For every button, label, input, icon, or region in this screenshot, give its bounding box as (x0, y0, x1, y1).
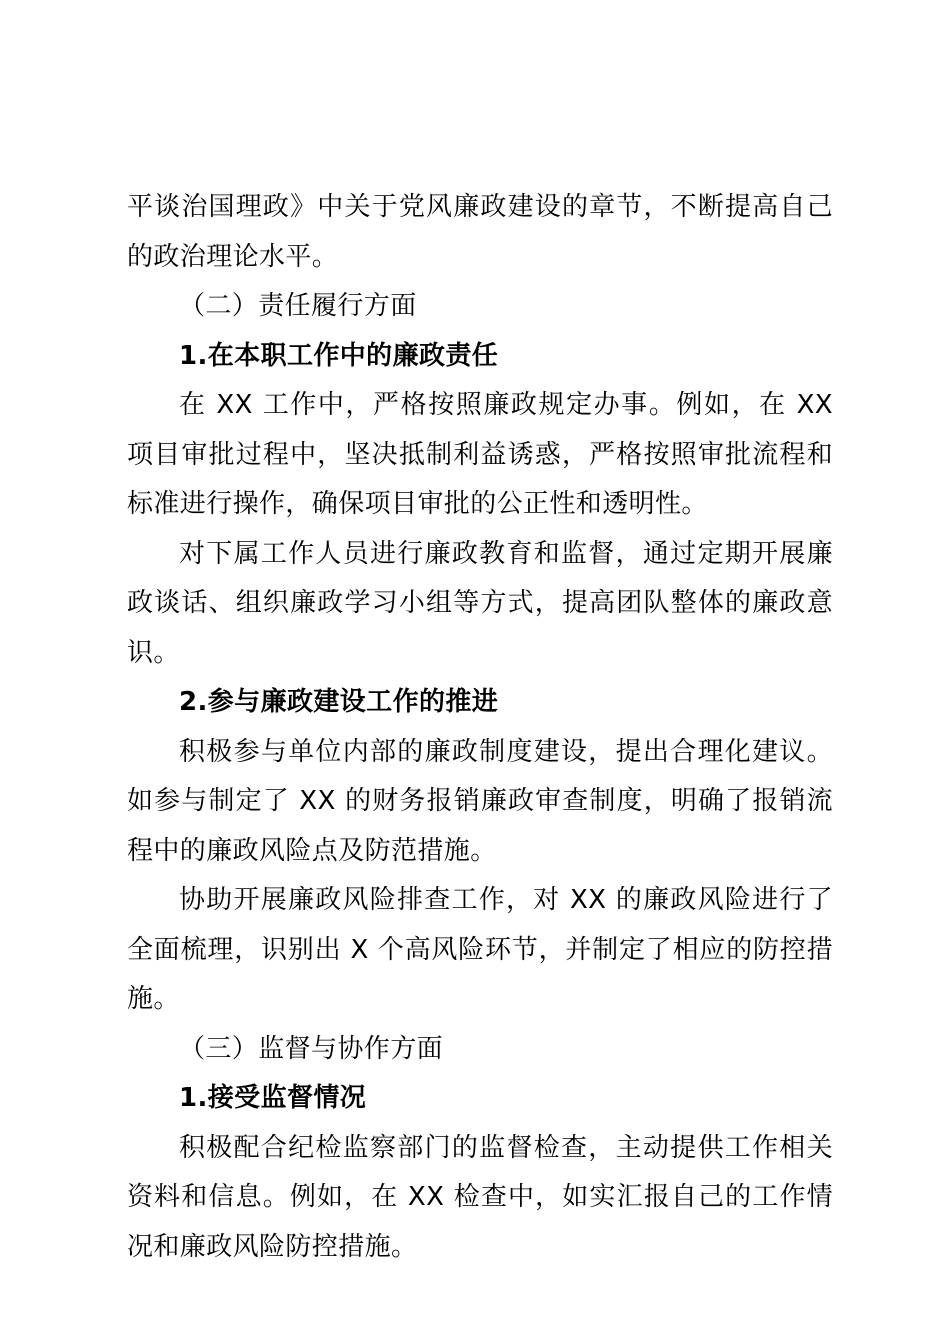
paragraph-body: 在 XX 工作中，严格按照廉政规定办事。例如，在 XX 项目审批过程中，坚决抵制利益诱惑，严格按照审批流程和标准进行操作，确保项目审批的公正性和透明性。 (127, 390, 833, 519)
paragraph-continuation: 平谈治国理政》中关于党风廉政建设的章节，不断提高自己的政治理论水平。 (127, 192, 833, 272)
paragraph-body: 对下属工作人员进行廉政教育和监督，通过定期开展廉政谈话、组织廉政学习小组等方式，提高团队整体的廉政意识。 (127, 538, 833, 668)
document-page (127, 183, 833, 1272)
paragraph-body: 积极参与单位内部的廉政制度建设，提出合理化建议。如参与制定了 XX 的财务报销廉政审查制度，明确了报销流程中的廉政风险点及防范措施。 (127, 736, 833, 866)
subheading-integrity-construction: 2.参与廉政建设工作的推进 (179, 687, 499, 717)
section-heading-responsibility: （二）责任履行方面 (179, 291, 417, 321)
subheading-job-integrity: 1.在本职工作中的廉政责任 (179, 340, 499, 371)
section-heading-supervision: （三）监督与协作方面 (179, 1033, 444, 1064)
subheading-accept-supervision: 1.接受监督情况 (179, 1083, 367, 1113)
paragraph-body: 积极配合纪检监察部门的监督检查，主动提供工作相关资料和信息。例如，在 XX 检查中，如实汇报自己的工作情况和廉政风险防控措施。 (127, 1132, 833, 1262)
paragraph-body: 协助开展廉政风险排查工作，对 XX 的廉政风险进行了全面梳理，识别出 X 个高风险环节，并制定了相应的防控措施。 (127, 885, 833, 1014)
